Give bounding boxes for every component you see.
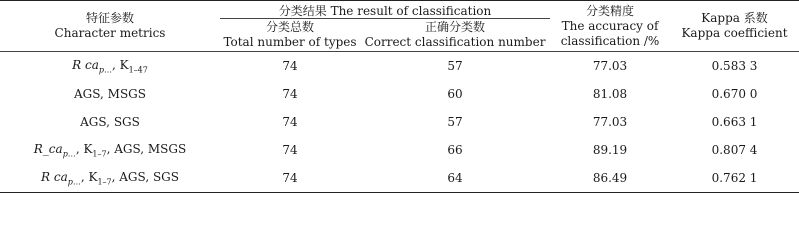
header-accuracy-cn: 分类精度 <box>586 3 635 18</box>
feature-tail: , AGS, SGS <box>111 169 179 184</box>
feature-cell <box>0 52 220 81</box>
total-cell: 74 <box>282 143 298 157</box>
kappa-cell: 0.583 3 <box>711 59 758 73</box>
header-correct <box>360 19 550 52</box>
total-cell: 74 <box>282 115 298 129</box>
table-row <box>0 136 799 164</box>
feature-tail: , AGS, MSGS <box>106 141 187 156</box>
feature-cell: AGS, MSGS <box>74 87 146 101</box>
kappa-cell: 0.762 1 <box>711 171 758 185</box>
header-feature-en: Character metrics <box>54 26 166 40</box>
table-row <box>0 108 799 136</box>
kappa-cell: 0.807 4 <box>711 143 758 157</box>
header-accuracy-en1: The accuracy of <box>561 18 659 33</box>
total-cell: 74 <box>282 87 298 101</box>
feature-main: R_ca <box>33 141 63 156</box>
table-row <box>0 80 799 108</box>
header-result-group: 分类结果 The result of classification <box>220 1 550 19</box>
feature-rest: , K <box>80 169 98 184</box>
accuracy-cell: 86.49 <box>592 171 628 185</box>
feature-rest-sub: 1–47 <box>128 65 148 75</box>
correct-cell: 57 <box>447 115 463 129</box>
feature-rest-sub: 1–7 <box>97 177 112 187</box>
accuracy-cell: 89.19 <box>592 143 628 157</box>
header-kappa-cn: Kappa 系数 <box>701 11 768 25</box>
header-correct-cn: 正确分类数 <box>425 20 486 34</box>
header-feature <box>0 1 220 52</box>
feature-main: R ca <box>72 57 99 72</box>
feature-sub: p… <box>67 177 81 187</box>
table-row <box>0 164 799 193</box>
header-total-cn: 分类总数 <box>265 20 314 34</box>
header-kappa <box>670 1 799 52</box>
header-total-en: Total number of types <box>223 35 357 49</box>
table-row <box>0 52 799 81</box>
header-correct-en: Correct classification number <box>364 35 546 49</box>
header-row-1 <box>0 1 799 19</box>
accuracy-cell: 77.03 <box>592 115 628 129</box>
feature-sub: p… <box>62 149 76 159</box>
header-kappa-en: Kappa coefficient <box>681 26 788 40</box>
correct-cell: 57 <box>447 59 463 73</box>
feature-cell <box>0 164 220 193</box>
kappa-cell: 0.670 0 <box>711 87 758 101</box>
total-cell: 74 <box>282 59 298 73</box>
feature-cell: AGS, SGS <box>80 115 140 129</box>
header-accuracy <box>550 1 670 52</box>
feature-rest: , K <box>75 141 93 156</box>
accuracy-cell: 81.08 <box>592 87 628 101</box>
kappa-cell: 0.663 1 <box>711 115 758 129</box>
feature-sub: p… <box>98 65 112 75</box>
header-total <box>220 19 360 52</box>
feature-rest-sub: 1–7 <box>92 149 107 159</box>
feature-rest: , K <box>111 57 129 72</box>
correct-cell: 60 <box>447 87 463 101</box>
feature-cell <box>0 136 220 164</box>
accuracy-cell: 77.03 <box>592 59 628 73</box>
correct-cell: 66 <box>447 143 463 157</box>
header-accuracy-en2: classification /% <box>560 33 660 48</box>
total-cell: 74 <box>282 171 298 185</box>
header-feature-cn: 特征参数 <box>85 11 134 25</box>
correct-cell: 64 <box>447 171 463 185</box>
feature-main: R ca <box>41 169 68 184</box>
